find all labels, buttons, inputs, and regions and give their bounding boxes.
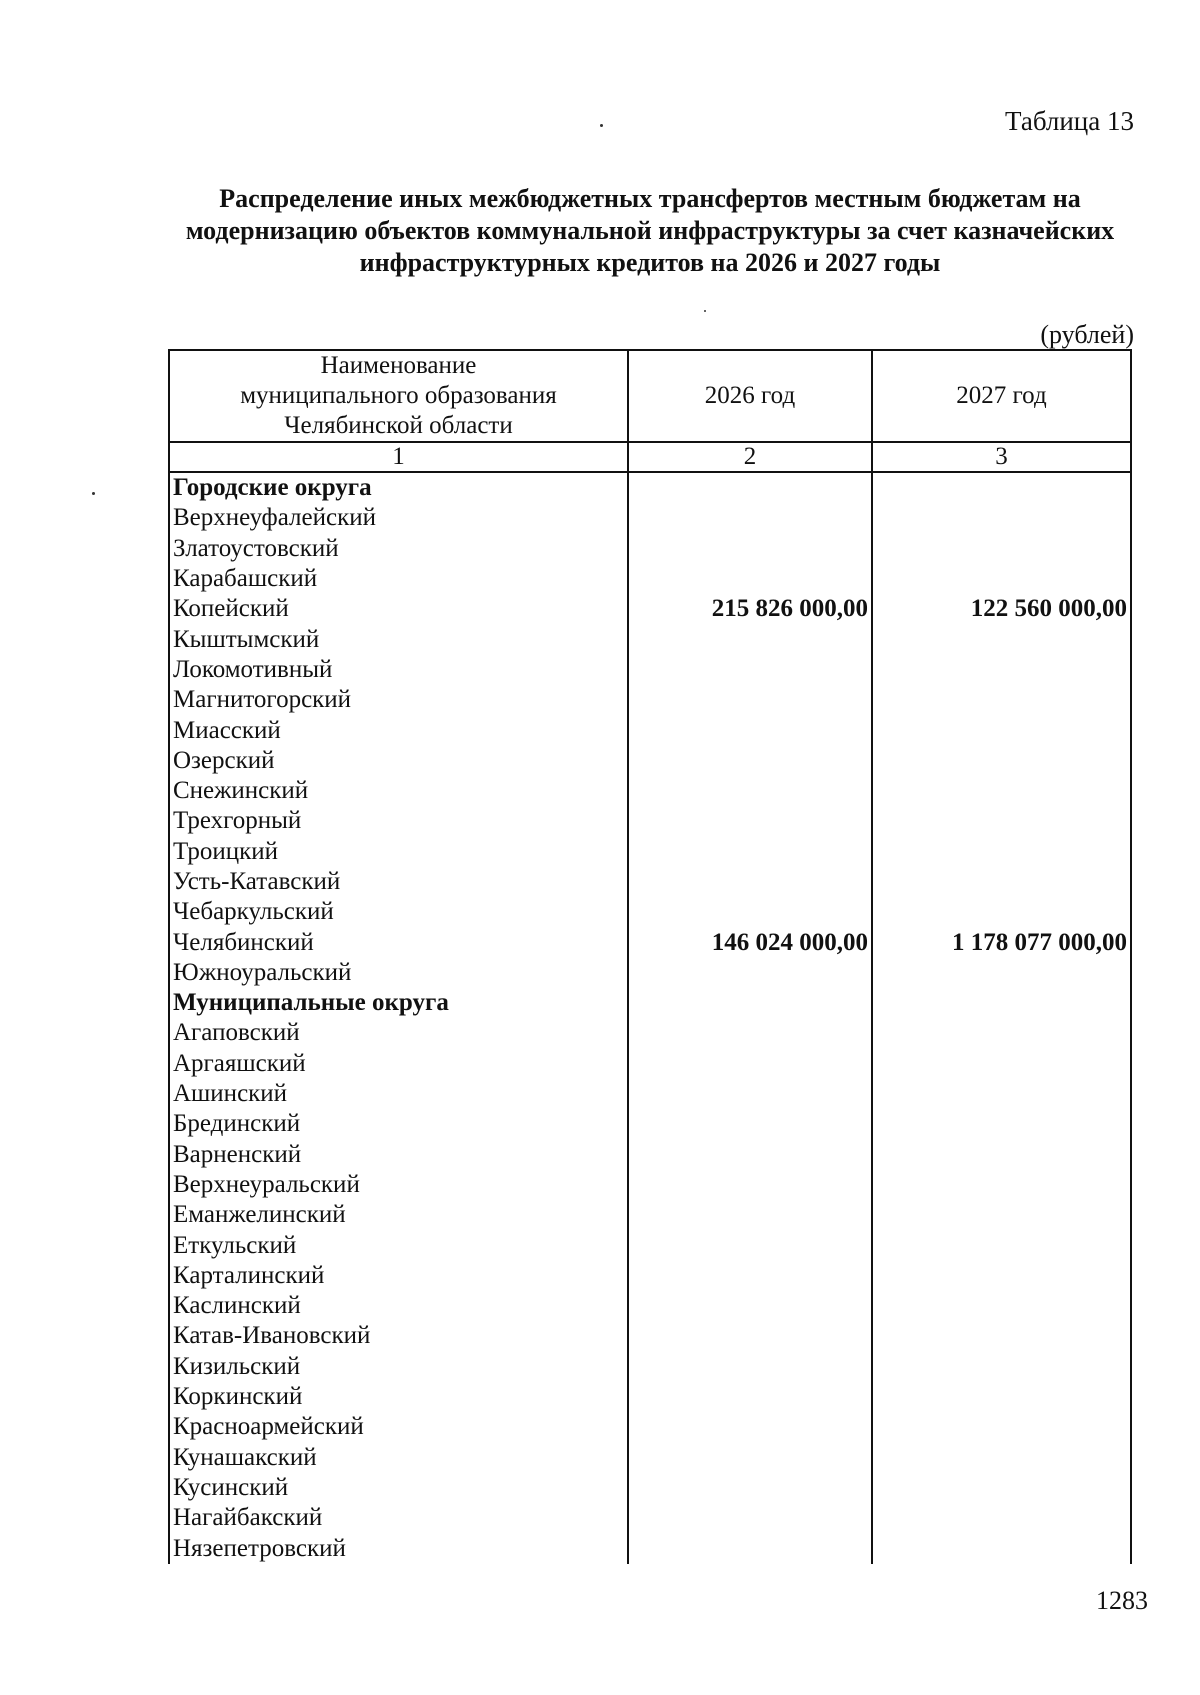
amount-2027 xyxy=(872,1443,1131,1473)
table-row xyxy=(169,1018,1131,1048)
amount-2027 xyxy=(872,1352,1131,1382)
table-row xyxy=(169,837,1131,867)
table-row xyxy=(169,927,1131,957)
amount-2027 xyxy=(872,1109,1131,1139)
amount-2026 xyxy=(628,1049,872,1079)
amount-2027 xyxy=(872,746,1131,776)
amount-2026 xyxy=(628,624,872,654)
amount-2026 xyxy=(628,806,872,836)
amount-2026: 146 024 000,00 xyxy=(628,927,872,957)
municipality-name: Коркинский xyxy=(169,1382,628,1412)
amount-2027 xyxy=(872,806,1131,836)
table-row xyxy=(169,1533,1131,1563)
amount-2027: 1 178 077 000,00 xyxy=(872,927,1131,957)
table-row xyxy=(169,534,1131,564)
title-line: инфраструктурных кредитов на 2026 и 2027 годы xyxy=(359,248,941,277)
header-2026: 2026 год xyxy=(628,350,872,442)
municipality-name: Нязепетровский xyxy=(169,1533,628,1563)
municipality-name: Ашинский xyxy=(169,1079,628,1109)
amount-2027 xyxy=(872,1200,1131,1230)
amount-2026 xyxy=(628,1170,872,1200)
amount-2027 xyxy=(872,958,1131,988)
amount-2027 xyxy=(872,1291,1131,1321)
table-row xyxy=(169,1200,1131,1230)
header-municipality-line: муниципального образования xyxy=(240,382,557,409)
amount-2026 xyxy=(628,1200,872,1230)
table-row xyxy=(169,958,1131,988)
municipality-name: Троицкий xyxy=(169,837,628,867)
table-number: Таблица 13 xyxy=(1005,106,1134,136)
municipality-name: Локомотивный xyxy=(169,655,628,685)
section-row xyxy=(169,472,1131,503)
amount-2026 xyxy=(628,472,872,503)
table-row xyxy=(169,655,1131,685)
table-row xyxy=(169,564,1131,594)
amount-2027 xyxy=(872,715,1131,745)
municipality-name: Кыштымский xyxy=(169,624,628,654)
table-row xyxy=(169,1503,1131,1533)
table-body xyxy=(169,442,1131,1564)
table-row xyxy=(169,1291,1131,1321)
amount-2027 xyxy=(872,897,1131,927)
amount-2027 xyxy=(872,685,1131,715)
table-row xyxy=(169,1352,1131,1382)
amount-2027 xyxy=(872,1230,1131,1260)
column-number-row xyxy=(169,442,1131,472)
amount-2027 xyxy=(872,1503,1131,1533)
amount-2026 xyxy=(628,1291,872,1321)
amount-2026 xyxy=(628,746,872,776)
amount-2026 xyxy=(628,1140,872,1170)
amount-2026 xyxy=(628,1018,872,1048)
header-municipality-line: Челябинской области xyxy=(284,412,513,439)
municipality-name: Верхнеуфалейский xyxy=(169,503,628,533)
table-header-row xyxy=(169,350,1131,442)
municipality-name: Агаповский xyxy=(169,1018,628,1048)
table-row xyxy=(169,1079,1131,1109)
municipality-name: Усть-Катавский xyxy=(169,867,628,897)
header-municipality xyxy=(169,350,628,442)
amount-2026 xyxy=(628,1412,872,1442)
column-number: 3 xyxy=(872,442,1131,472)
table-row xyxy=(169,746,1131,776)
municipality-name: Кунашакский xyxy=(169,1443,628,1473)
municipality-name: Южноуральский xyxy=(169,958,628,988)
table-row xyxy=(169,897,1131,927)
table-row xyxy=(169,715,1131,745)
table-row xyxy=(169,503,1131,533)
municipality-name: Катав-Ивановский xyxy=(169,1321,628,1351)
amount-2026 xyxy=(628,1261,872,1291)
municipality-name: Озерский xyxy=(169,746,628,776)
amount-2027 xyxy=(872,1079,1131,1109)
municipality-name: Магнитогорский xyxy=(169,685,628,715)
table-row xyxy=(169,594,1131,624)
header-2027: 2027 год xyxy=(872,350,1131,442)
amount-2026 xyxy=(628,1109,872,1139)
table-row xyxy=(169,1473,1131,1503)
amount-2027: 122 560 000,00 xyxy=(872,594,1131,624)
municipality-name: Снежинский xyxy=(169,776,628,806)
municipality-name: Челябинский xyxy=(169,927,628,957)
header-municipality-line: Наименование xyxy=(320,352,477,379)
section-title: Городские округа xyxy=(169,472,628,503)
column-number: 1 xyxy=(169,442,628,472)
amount-2026 xyxy=(628,1079,872,1109)
amount-2026 xyxy=(628,564,872,594)
amount-2026 xyxy=(628,1382,872,1412)
amount-2026 xyxy=(628,503,872,533)
municipality-name: Нагайбакский xyxy=(169,1503,628,1533)
amount-2027 xyxy=(872,1018,1131,1048)
table-row xyxy=(169,1170,1131,1200)
amount-2027 xyxy=(872,564,1131,594)
municipality-name: Верхнеуральский xyxy=(169,1170,628,1200)
scan-speck xyxy=(600,124,603,127)
amount-2027 xyxy=(872,624,1131,654)
amount-2027 xyxy=(872,655,1131,685)
amount-2027 xyxy=(872,503,1131,533)
amount-2026 xyxy=(628,1473,872,1503)
distribution-table xyxy=(168,349,1132,1564)
amount-2026 xyxy=(628,685,872,715)
municipality-name: Варненский xyxy=(169,1140,628,1170)
municipality-name: Кизильский xyxy=(169,1352,628,1382)
amount-2026 xyxy=(628,1443,872,1473)
amount-2027 xyxy=(872,776,1131,806)
amount-2026 xyxy=(628,655,872,685)
table-row xyxy=(169,1109,1131,1139)
municipality-name: Аргаяшский xyxy=(169,1049,628,1079)
municipality-name: Златоустовский xyxy=(169,534,628,564)
amount-2026 xyxy=(628,1503,872,1533)
table-row xyxy=(169,624,1131,654)
amount-2027 xyxy=(872,1170,1131,1200)
amount-2027 xyxy=(872,837,1131,867)
table-row xyxy=(169,1049,1131,1079)
amount-2026 xyxy=(628,534,872,564)
municipality-name: Карабашский xyxy=(169,564,628,594)
amount-2027 xyxy=(872,1321,1131,1351)
title-line: Распределение иных межбюджетных трансфертов местным бюджетам на xyxy=(219,184,1081,213)
municipality-name: Красноармейский xyxy=(169,1412,628,1442)
amount-2026 xyxy=(628,1352,872,1382)
amount-2027 xyxy=(872,1473,1131,1503)
table-row xyxy=(169,1230,1131,1260)
amount-2027 xyxy=(872,867,1131,897)
municipality-name: Копейский xyxy=(169,594,628,624)
municipality-name: Еткульский xyxy=(169,1230,628,1260)
amount-2027 xyxy=(872,534,1131,564)
page-number: 1283 xyxy=(1096,1586,1148,1615)
amount-2026 xyxy=(628,958,872,988)
amount-2027 xyxy=(872,472,1131,503)
scan-speck xyxy=(704,310,706,312)
municipality-name: Кусинский xyxy=(169,1473,628,1503)
amount-2027 xyxy=(872,1533,1131,1563)
municipality-name: Чебаркульский xyxy=(169,897,628,927)
units-label: (рублей) xyxy=(1040,320,1134,349)
amount-2027 xyxy=(872,1140,1131,1170)
amount-2026 xyxy=(628,988,872,1018)
title-line: модернизацию объектов коммунальной инфраструктуры за счет казначейских xyxy=(185,216,1115,245)
municipality-name: Миасский xyxy=(169,715,628,745)
table-row xyxy=(169,867,1131,897)
table-row xyxy=(169,1443,1131,1473)
amount-2026: 215 826 000,00 xyxy=(628,594,872,624)
table-row xyxy=(169,1382,1131,1412)
amount-2026 xyxy=(628,776,872,806)
table-row xyxy=(169,1261,1131,1291)
amount-2027 xyxy=(872,1049,1131,1079)
table-row xyxy=(169,1412,1131,1442)
column-number: 2 xyxy=(628,442,872,472)
municipality-name: Трехгорный xyxy=(169,806,628,836)
amount-2026 xyxy=(628,897,872,927)
amount-2026 xyxy=(628,1230,872,1260)
amount-2026 xyxy=(628,867,872,897)
scan-speck xyxy=(92,492,95,495)
section-title: Муниципальные округа xyxy=(169,988,628,1018)
table-row xyxy=(169,776,1131,806)
table-row xyxy=(169,806,1131,836)
section-row xyxy=(169,988,1131,1018)
document-title xyxy=(170,183,1130,279)
municipality-name: Брединский xyxy=(169,1109,628,1139)
amount-2027 xyxy=(872,1412,1131,1442)
amount-2026 xyxy=(628,837,872,867)
municipality-name: Каслинский xyxy=(169,1291,628,1321)
amount-2026 xyxy=(628,715,872,745)
table-row xyxy=(169,685,1131,715)
table-row xyxy=(169,1321,1131,1351)
table-row xyxy=(169,1140,1131,1170)
municipality-name: Еманжелинский xyxy=(169,1200,628,1230)
amount-2026 xyxy=(628,1533,872,1563)
municipality-name: Карталинский xyxy=(169,1261,628,1291)
amount-2027 xyxy=(872,1261,1131,1291)
amount-2027 xyxy=(872,1382,1131,1412)
amount-2026 xyxy=(628,1321,872,1351)
amount-2027 xyxy=(872,988,1131,1018)
